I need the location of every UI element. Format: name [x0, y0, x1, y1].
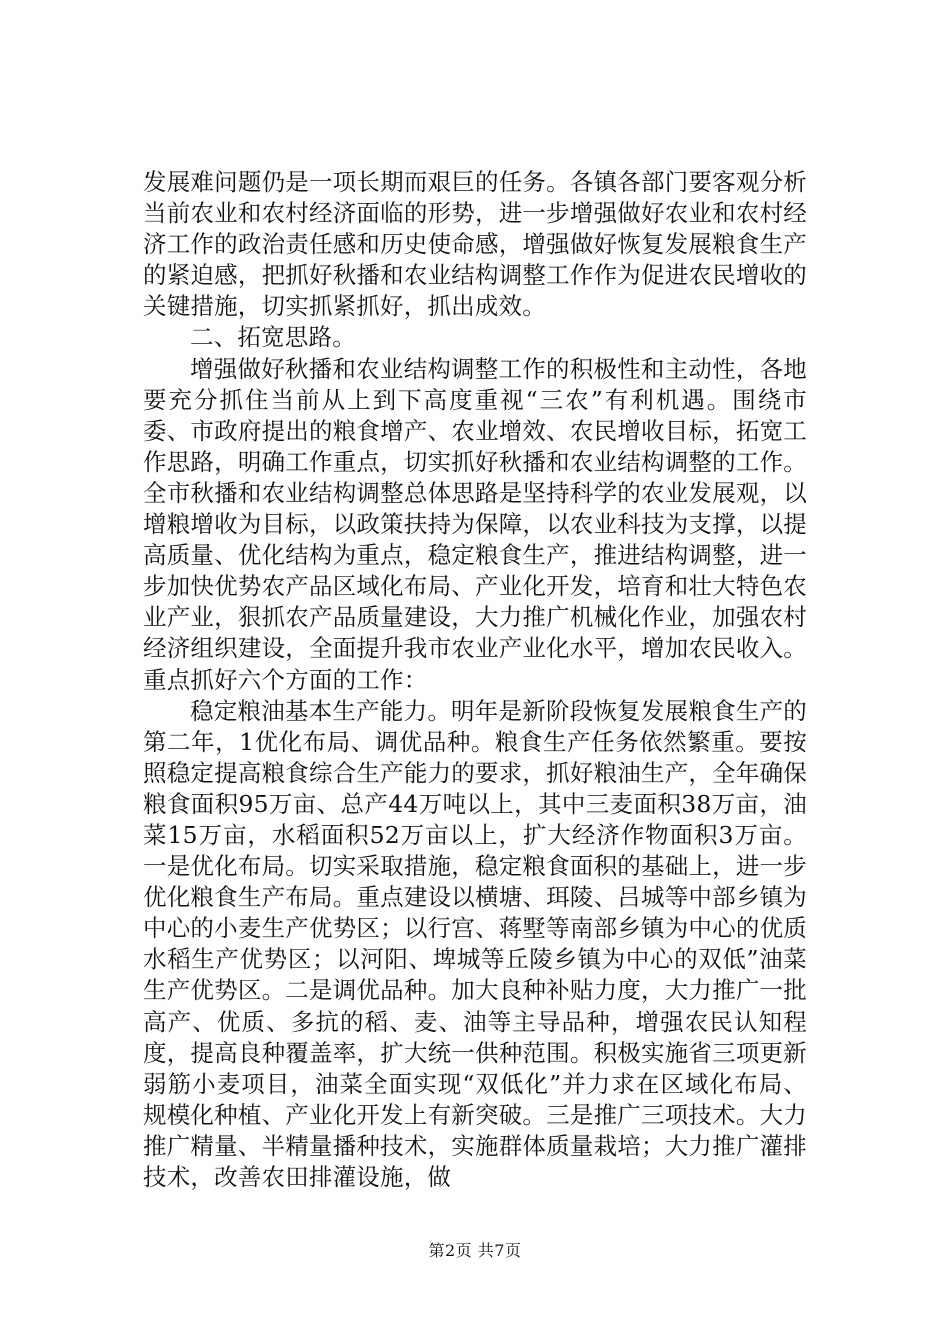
- section-heading: 二、拓宽思路。: [190, 323, 356, 352]
- document-body: [143, 167, 807, 1193]
- paragraph-broaden-ideas: 增强做好秋播和农业结构调整工作的积极性和主动性，各地要充分抓住当前从上到下高度重视“三农”有利机遇。围绕市委、市政府提出的粮食增产、农业增效、农民增收目标，拓宽工作思路，明确工作重点，切实抓好秋播和农业结构调整的工作。全市秋播和农业结构调整总体思路是坚持科学的农业发展观，以增粮增收为目标，以政策扶持为保障，以农业科技为支撑，以提高质量、优化结构为重点，稳定粮食生产，推进结构调整，进一步加快优势农产品区域化布局、产业化开发，培育和壮大特色农业产业，狠抓农产品质量建设，大力推广机械化作业，加强农村经济组织建设，全面提升我市农业产业化水平，增加农民收入。重点抓好六个方面的工作：: [143, 354, 807, 694]
- paragraph-continuation: 发展难问题仍是一项长期而艰巨的任务。各镇各部门要客观分析当前农业和农村经济面临的形势，进一步增强做好农业和农村经济工作的政治责任感和历史使命感，增强做好恢复发展粮食生产的紧迫感，把抓好秋播和农业结构调整工作作为促进农民增收的关键措施，切实抓紧抓好，抓出成效。: [143, 168, 807, 321]
- page-footer: [0, 1241, 950, 1261]
- paragraph-grain-oil-capacity: 稳定粮油基本生产能力。明年是新阶段恢复发展粮食生产的第二年，1优化布局、调优品种。粮食生产任务依然繁重。要按照稳定提高粮食综合生产能力的要求，抓好粮油生产，全年确保粮食面积95万亩、总产44万吨以上，其中三麦面积38万亩，油菜15万亩，水稻面积52万亩以上，扩大经济作物面积3万亩。一是优化布局。切实采取措施，稳定粮食面积的基础上，进一步优化粮食生产布局。重点建设以横塘、珥陵、吕城等中部乡镇为中心的小麦生产优势区；以行宫、蒋墅等南部乡镇为中心的优质水稻生产优势区；以河阳、埤城等丘陵乡镇为中心的双低”油菜生产优势区。二是调优品种。加大良种补贴力度，大力推广一批高产、优质、多抗的稻、麦、油等主导品种，增强农民认知程度，提高良种覆盖率，扩大统一供种范围。积极实施省三项更新弱筋小麦项目，油菜全面实现“双低化”并力求在区域化布局、规模化种植、产业化开发上有新突破。三是推广三项技术。大力推广精量、半精量播种技术，实施群体质量栽培；大力推广灌排技术，改善农田排灌设施，做: [143, 696, 807, 1191]
- page-number-label: 第2页 共7页: [428, 1241, 522, 1260]
